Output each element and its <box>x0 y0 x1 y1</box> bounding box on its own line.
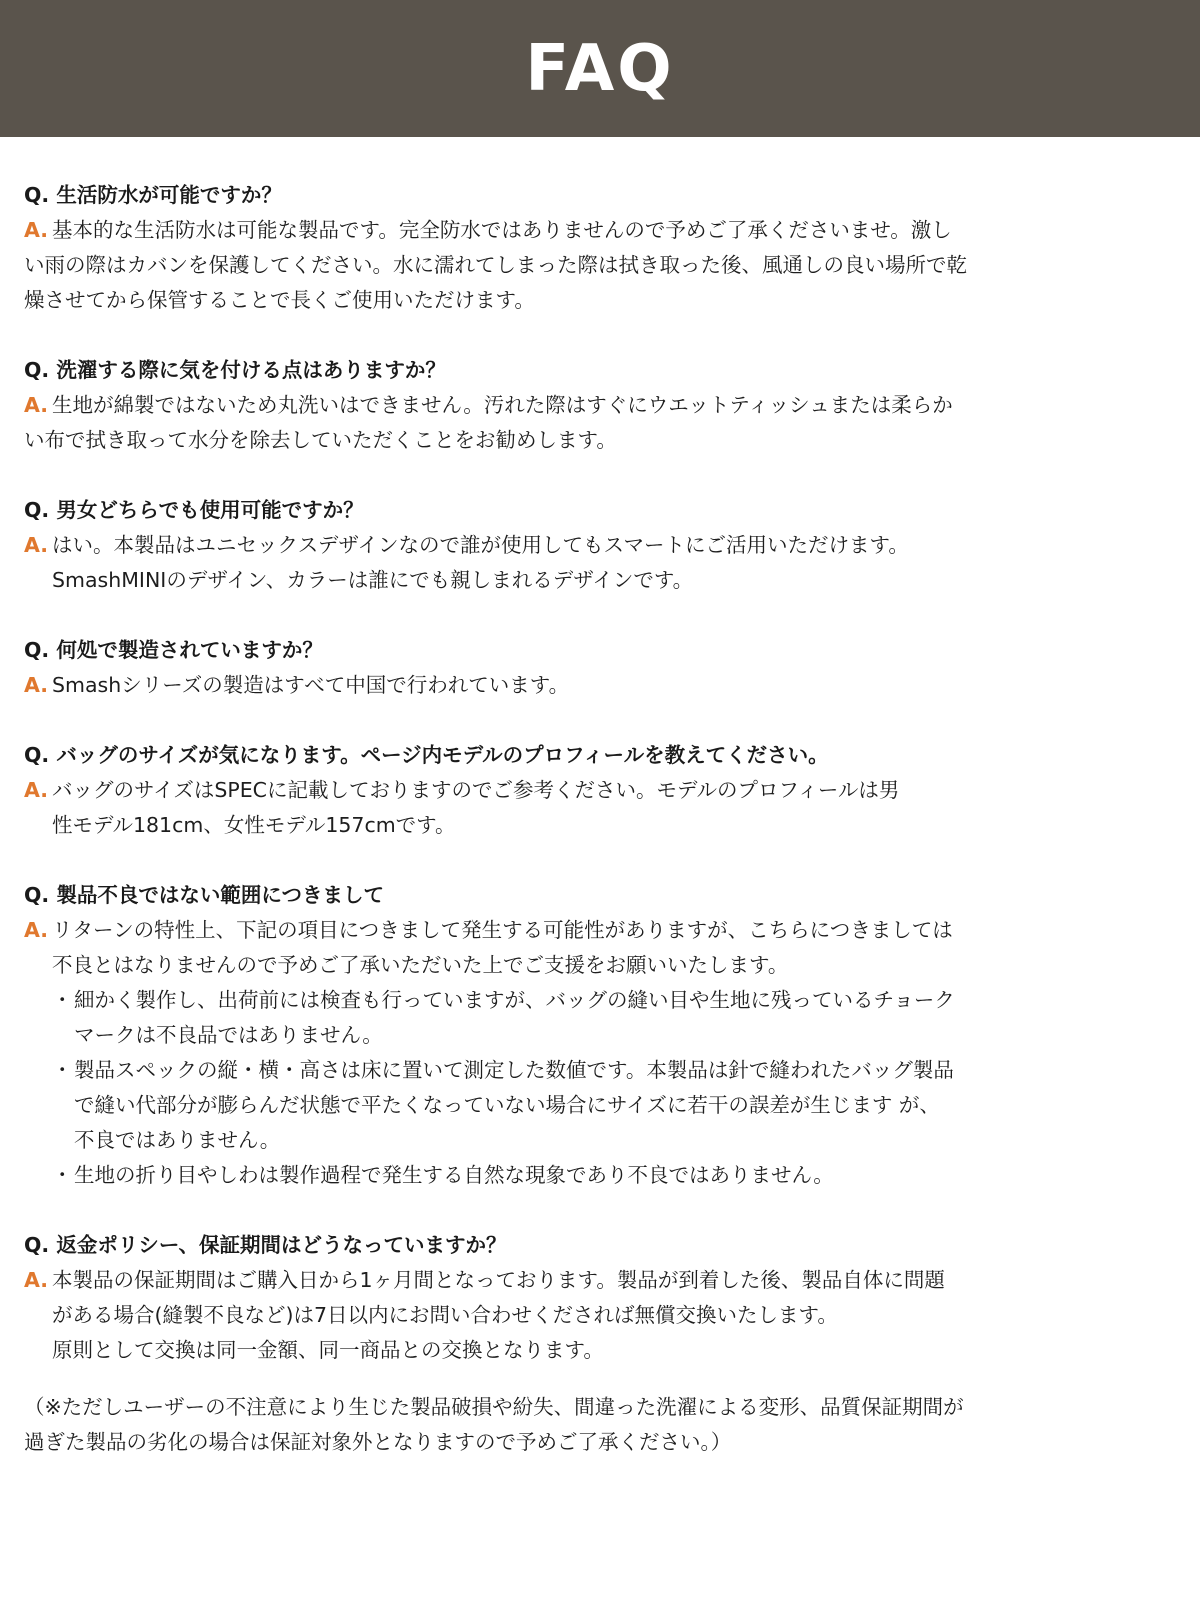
faq-question: Q. 男女どちらでも使用可能ですか？ <box>24 498 364 522</box>
answer-line: リターンの特性上、下記の項目につきまして発生する可能性がありますが、こちらにつきましては <box>52 918 953 942</box>
faq-item <box>24 877 1178 1193</box>
faq-answer <box>24 388 1178 423</box>
answer-line: 性モデル181cm、女性モデル157cmです。 <box>52 813 456 837</box>
note-line: （※ただしユーザーの不注意により生じた製品破損や紛失、間違った洗濯による変形、品質保証期間が <box>24 1395 964 1419</box>
faq-question: Q. バッグのサイズが気になります。ページ内モデルのプロフィールを教えてください。 <box>24 743 829 767</box>
bullet-line: 不良ではありません。 <box>74 1128 281 1152</box>
faq-question: Q. 何処で製造されていますか？ <box>24 638 323 662</box>
bullet-line: 製品スペックの縦・横・高さは床に置いて測定した数値です。本製品は針で縫われたバッグ製品 <box>74 1058 954 1082</box>
bullet-item <box>52 983 1178 1053</box>
faq-item <box>24 632 1178 703</box>
answer-continuation <box>24 423 1178 458</box>
faq-answer <box>24 913 1178 983</box>
page-title: FAQ <box>525 31 675 106</box>
bullet-item <box>52 1053 1178 1158</box>
bullet-line: 細かく製作し、出荷前には検査も行っていますが、バッグの縫い目や生地に残っているチョーク <box>74 988 955 1012</box>
answer-line: 原則として交換は同一金額、同一商品との交換となります。 <box>52 1338 604 1362</box>
bullet-line: マークは不良品ではありません。 <box>74 1023 383 1047</box>
answer-line: Smashシリーズの製造はすべて中国で行われています。 <box>52 673 570 697</box>
answer-marker: A. <box>24 918 49 942</box>
answer-marker: A. <box>24 533 49 557</box>
bullet-marker: ・ <box>52 1058 73 1082</box>
answer-line: 基本的な生活防水は可能な製品です。完全防水ではありませんので予めご了承くださいませ。激し <box>52 218 952 242</box>
answer-marker: A. <box>24 778 49 802</box>
faq-answer <box>24 528 1178 598</box>
answer-line: 燥させてから保管することで長くご使用いただけます。 <box>24 288 535 312</box>
answer-line: 生地が綿製ではないため丸洗いはできません。汚れた際はすぐにウエットティッシュまたは柔らか <box>52 393 953 417</box>
answer-marker: A. <box>24 673 49 697</box>
faq-answer <box>24 668 1178 703</box>
note-line: 過ぎた製品の劣化の場合は保証対象外となりますので予めご了承ください。） <box>24 1430 732 1454</box>
answer-line: がある場合(縫製不良など)は7日以内にお問い合わせくだされば無償交換いたします。 <box>52 1303 838 1327</box>
faq-item <box>24 1227 1178 1368</box>
bullet-list <box>24 983 1178 1193</box>
answer-marker: A. <box>24 218 49 242</box>
faq-item <box>24 492 1178 598</box>
answer-line: SmashMINIのデザイン、カラーは誰にでも親しまれるデザインです。 <box>52 568 694 592</box>
answer-line: バッグのサイズはSPECに記載しておりますのでご参考ください。モデルのプロフィールは男 <box>52 778 900 802</box>
disclaimer-note <box>24 1390 1178 1460</box>
faq-answer <box>24 213 1178 248</box>
answer-line: い雨の際はカバンを保護してください。水に濡れてしまった際は拭き取った後、風通しの良い場所で乾 <box>24 253 967 277</box>
faq-answer <box>24 1263 1178 1368</box>
answer-line: 本製品の保証期間はご購入日から1ヶ月間となっております。製品が到着した後、製品自体に問題 <box>52 1268 945 1292</box>
faq-list <box>0 137 1200 1460</box>
answer-marker: A. <box>24 393 49 417</box>
answer-line: 不良とはなりませんので予めご了承いただいた上でご支援をお願いいたします。 <box>52 953 789 977</box>
faq-question: Q. 製品不良ではない範囲につきまして <box>24 883 384 907</box>
faq-item <box>24 177 1178 318</box>
answer-marker: A. <box>24 1268 49 1292</box>
faq-header <box>0 0 1200 137</box>
bullet-line: で縫い代部分が膨らんだ状態で平たくなっていない場合にサイズに若干の誤差が生じます が、 <box>74 1093 940 1117</box>
bullet-marker: ・ <box>52 1163 73 1187</box>
answer-continuation <box>24 248 1178 318</box>
faq-question: Q. 生活防水が可能ですか？ <box>24 183 282 207</box>
faq-question: Q. 返金ポリシー、保証期間はどうなっていますか？ <box>24 1233 507 1257</box>
faq-question: Q. 洗濯する際に気を付ける点はありますか？ <box>24 358 446 382</box>
faq-item <box>24 737 1178 843</box>
answer-line: い布で拭き取って水分を除去していただくことをお勧めします。 <box>24 428 617 452</box>
bullet-item <box>52 1158 1178 1193</box>
faq-item <box>24 352 1178 458</box>
bullet-line: 生地の折り目やしわは製作過程で発生する自然な現象であり不良ではありません。 <box>74 1163 834 1187</box>
answer-line: はい。本製品はユニセックスデザインなので誰が使用してもスマートにご活用いただけます。 <box>52 533 909 557</box>
faq-answer <box>24 773 1178 843</box>
bullet-marker: ・ <box>52 988 73 1012</box>
